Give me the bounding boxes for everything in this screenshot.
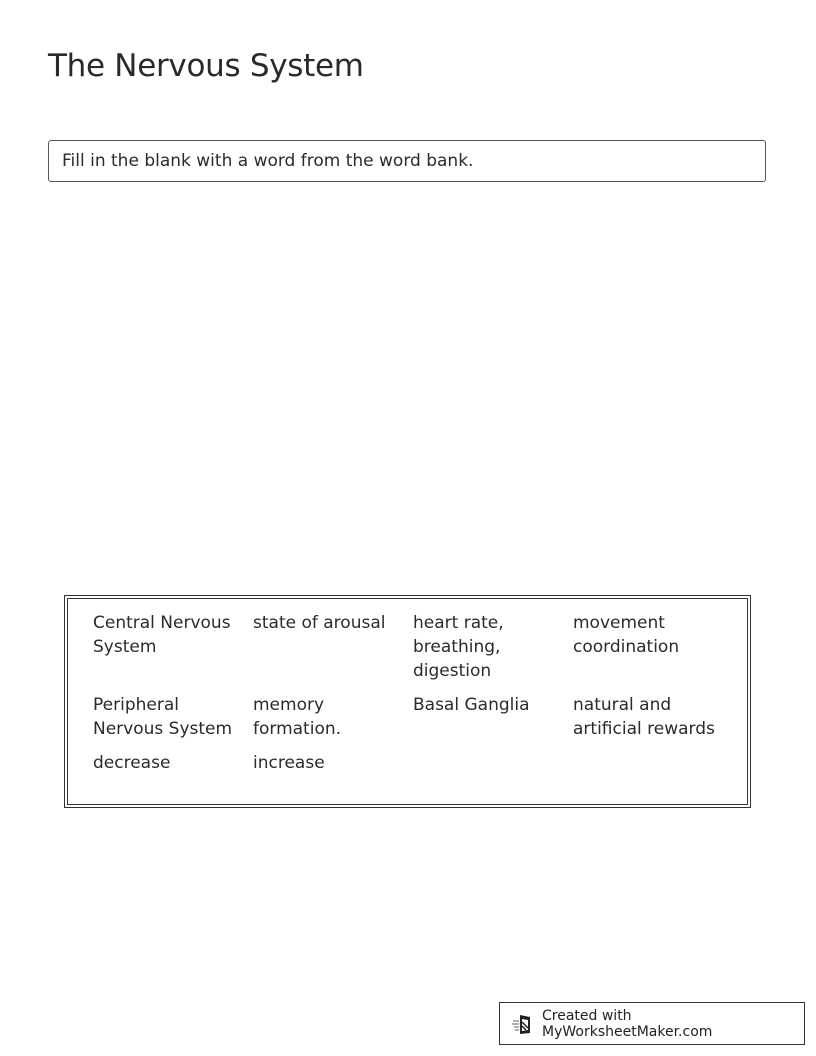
footer-text: Created with MyWorksheetMaker.com <box>542 1007 713 1040</box>
worksheet-logo-icon <box>512 1012 536 1036</box>
footer-credit[interactable] <box>499 1002 805 1045</box>
word-bank-item: Central Nervous System <box>93 613 231 657</box>
word-bank-item: increase <box>253 753 325 773</box>
page-title: The Nervous System <box>48 48 364 84</box>
word-bank-grid <box>93 611 733 775</box>
word-bank-item: natural and artificial rewards <box>573 695 715 739</box>
word-bank <box>64 595 751 808</box>
word-bank-item: decrease <box>93 753 171 773</box>
word-bank-item: movement coordination <box>573 613 680 657</box>
word-bank-item: Peripheral Nervous System <box>93 695 233 739</box>
word-bank-item: state of arousal <box>253 613 386 633</box>
instructions-box: Fill in the blank with a word from the word bank. <box>48 140 766 182</box>
word-bank-item: heart rate, breathing, digestion <box>413 613 504 681</box>
word-bank-item: Basal Ganglia <box>413 695 530 715</box>
word-bank-item: memory formation. <box>253 695 342 739</box>
